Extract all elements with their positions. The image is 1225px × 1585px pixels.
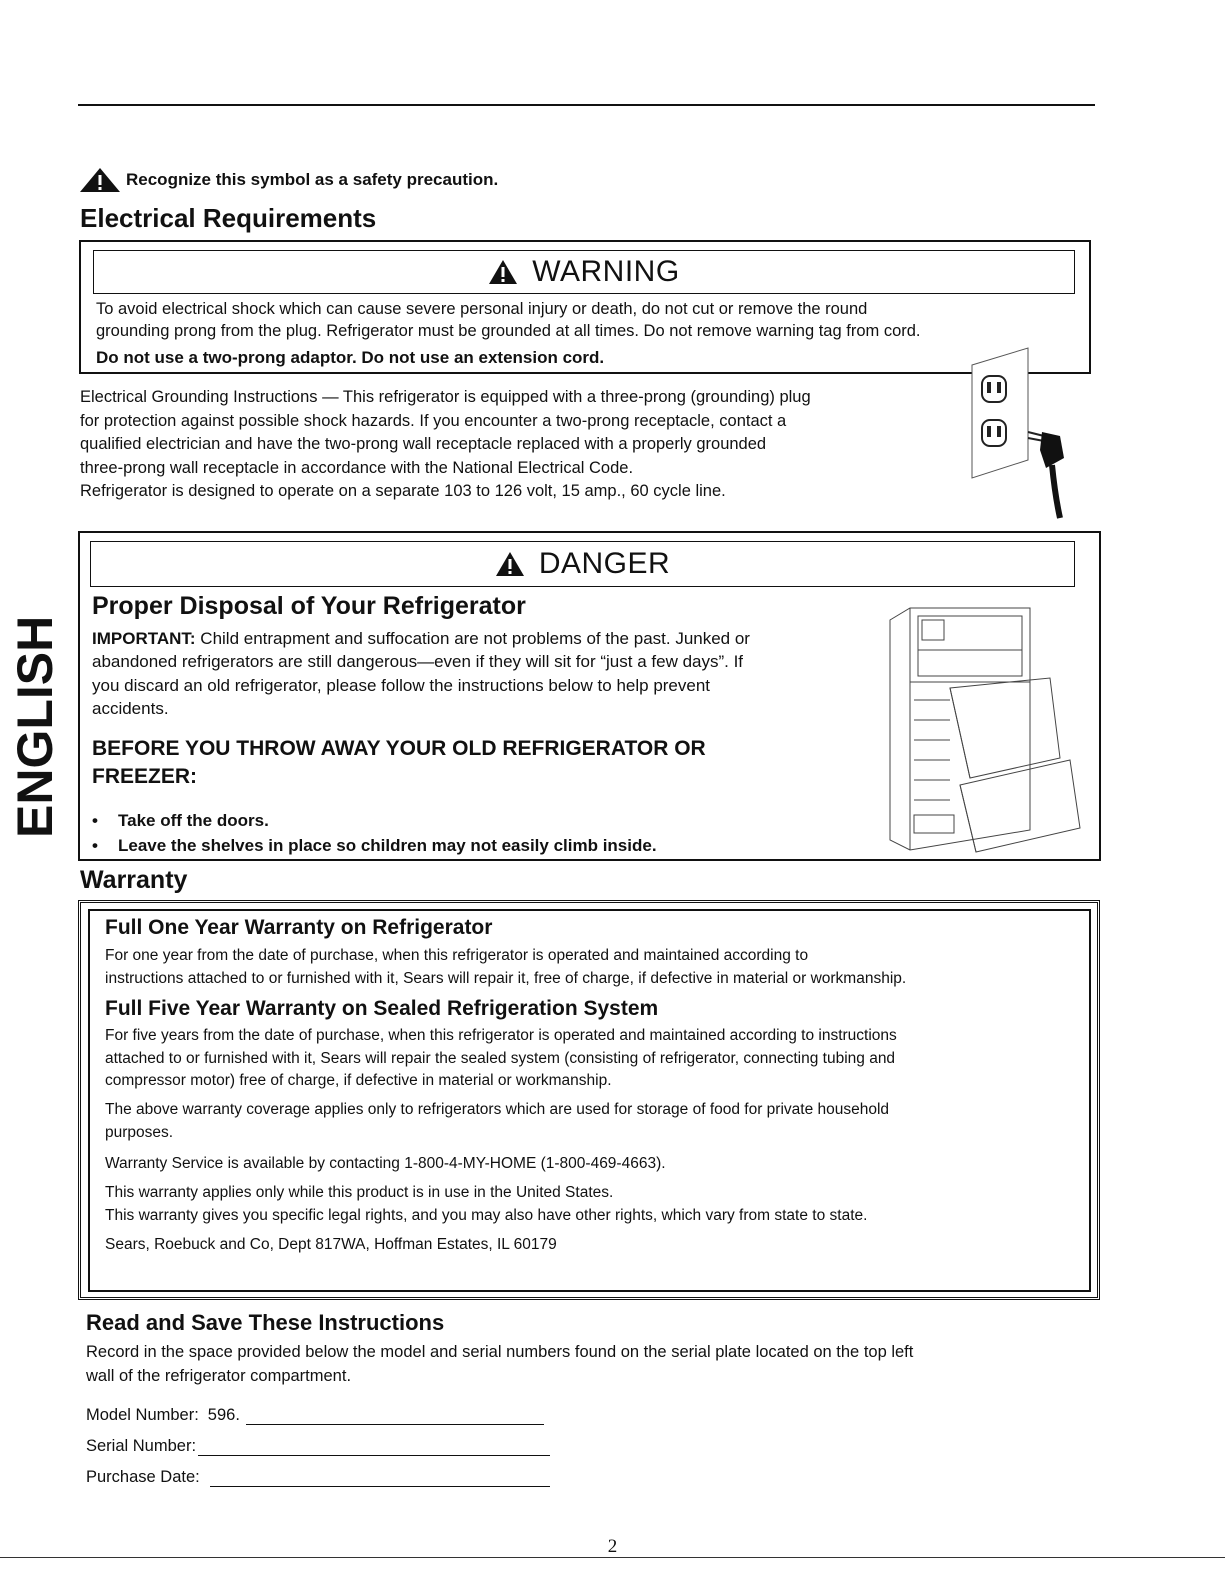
side-tab-label: ENGLISH bbox=[7, 615, 63, 838]
warning-triangle-icon bbox=[488, 259, 518, 285]
one-year-warranty-text: For one year from the date of purchase, when this refrigerator is operated and maintained according to instructions attached to or furnished with it, Sears will repair it, free of charge, if defective in material or workmanship. bbox=[105, 947, 907, 987]
safety-note bbox=[80, 166, 498, 194]
electrical-title: Electrical Requirements bbox=[80, 203, 377, 233]
purchase-date-blank bbox=[210, 1468, 550, 1487]
model-number-field bbox=[86, 1401, 544, 1425]
warranty-service-text: Warranty Service is available by contacting 1-800-4-MY-HOME (1-800-469-4663). bbox=[105, 1155, 666, 1172]
outlet-plug-illustration bbox=[960, 340, 1080, 525]
model-number-label: Model Number: bbox=[86, 1406, 199, 1424]
warning-line: grounding prong from the plug. Refrigerator must be grounded at all times. Do not remove warning tag from cord. bbox=[96, 322, 921, 340]
refrigerator-illustration bbox=[880, 600, 1090, 855]
grounding-instructions bbox=[80, 386, 960, 504]
serial-number-blank bbox=[198, 1437, 550, 1456]
important-line: accidents. bbox=[92, 698, 169, 718]
serial-number-field bbox=[86, 1432, 550, 1456]
warning-banner bbox=[93, 250, 1075, 294]
english-side-tab bbox=[0, 600, 70, 850]
warranty-title: Warranty bbox=[80, 866, 188, 894]
list-item: • Leave the shelves in place so children may not easily climb inside. bbox=[92, 836, 657, 855]
purchase-date-field bbox=[86, 1463, 550, 1487]
page-number: 2 bbox=[607, 1536, 618, 1557]
grounding-line: three-prong wall receptacle in accordance with the National Electrical Code. bbox=[80, 458, 634, 477]
coverage-text: The above warranty coverage applies only to refrigerators which are used for storage of food for private household purposes. bbox=[105, 1101, 890, 1141]
grounding-line: Electrical Grounding Instructions — This refrigerator is equipped with a three-prong (grounding) plug bbox=[80, 388, 811, 406]
read-save-text: Record in the space provided below the model and serial numbers found on the serial plate located on the top left wall of the refrigerator compartment. bbox=[86, 1343, 914, 1385]
model-number-prefix: 596. bbox=[207, 1406, 240, 1424]
model-number-blank bbox=[246, 1406, 544, 1425]
top-rule bbox=[78, 104, 1095, 106]
safety-note-text: Recognize this symbol as a safety precaution. bbox=[126, 170, 499, 189]
important-line: Child entrapment and suffocation are not problems of the past. Junked or bbox=[195, 629, 750, 648]
important-label: IMPORTANT: bbox=[92, 629, 196, 648]
read-save-title: Read and Save These Instructions bbox=[86, 1310, 445, 1335]
disposal-title: Proper Disposal of Your Refrigerator bbox=[92, 592, 526, 620]
warning-line: To avoid electrical shock which can cause severe personal injury or death, do not cut or remove the round bbox=[96, 300, 868, 318]
purchase-date-label: Purchase Date: bbox=[86, 1468, 200, 1486]
five-year-warranty-text: For five years from the date of purchase, when this refrigerator is operated and maintained according to instructions attached to or furnished with it, Sears will repair the sealed system (consisting of refrigerator, connecting tubing and compressor motor) free of charge, if defective in material or workmanship. bbox=[105, 1027, 897, 1089]
danger-banner bbox=[90, 541, 1075, 587]
grounding-line: qualified electrician and have the two-prong wall receptacle replaced with a properly grounded bbox=[80, 435, 767, 453]
important-line: you discard an old refrigerator, please follow the instructions below to help prevent bbox=[92, 675, 711, 695]
serial-number-label: Serial Number: bbox=[86, 1437, 197, 1455]
warning-bold-text: Do not use a two-prong adaptor. Do not use an extension cord. bbox=[96, 348, 605, 367]
warning-triangle-icon bbox=[80, 167, 124, 193]
disposal-bullets bbox=[92, 808, 657, 858]
before-line: FREEZER: bbox=[92, 765, 197, 788]
grounding-line: Refrigerator is designed to operate on a separate 103 to 126 volt, 15 amp., 60 cycle line. bbox=[80, 482, 726, 500]
warning-text bbox=[96, 298, 1086, 342]
sears-address: Sears, Roebuck and Co, Dept 817WA, Hoffman Estates, IL 60179 bbox=[105, 1236, 557, 1253]
us-use-text: This warranty applies only while this product is in use in the United States. This warranty gives you specific legal rights, and you may also have other rights, which vary from state to state. bbox=[105, 1184, 868, 1224]
important-line: abandoned refrigerators are still dangerous—even if they will sit for “just a few days”. If bbox=[92, 652, 744, 672]
list-item: • Take off the doors. bbox=[92, 811, 269, 830]
warning-label: WARNING bbox=[532, 255, 680, 288]
five-year-warranty-heading: Full Five Year Warranty on Sealed Refrigeration System bbox=[105, 997, 659, 1020]
danger-label: DANGER bbox=[538, 547, 671, 580]
important-text bbox=[92, 627, 872, 720]
grounding-line: for protection against possible shock hazards. If you encounter a two-prong receptacle, contact a bbox=[80, 411, 787, 430]
before-throw-heading bbox=[92, 735, 706, 791]
before-line: BEFORE YOU THROW AWAY YOUR OLD REFRIGERATOR OR bbox=[92, 737, 706, 760]
one-year-warranty-heading: Full One Year Warranty on Refrigerator bbox=[105, 916, 493, 939]
warning-triangle-icon bbox=[495, 551, 525, 577]
bottom-rule bbox=[0, 1557, 1225, 1558]
